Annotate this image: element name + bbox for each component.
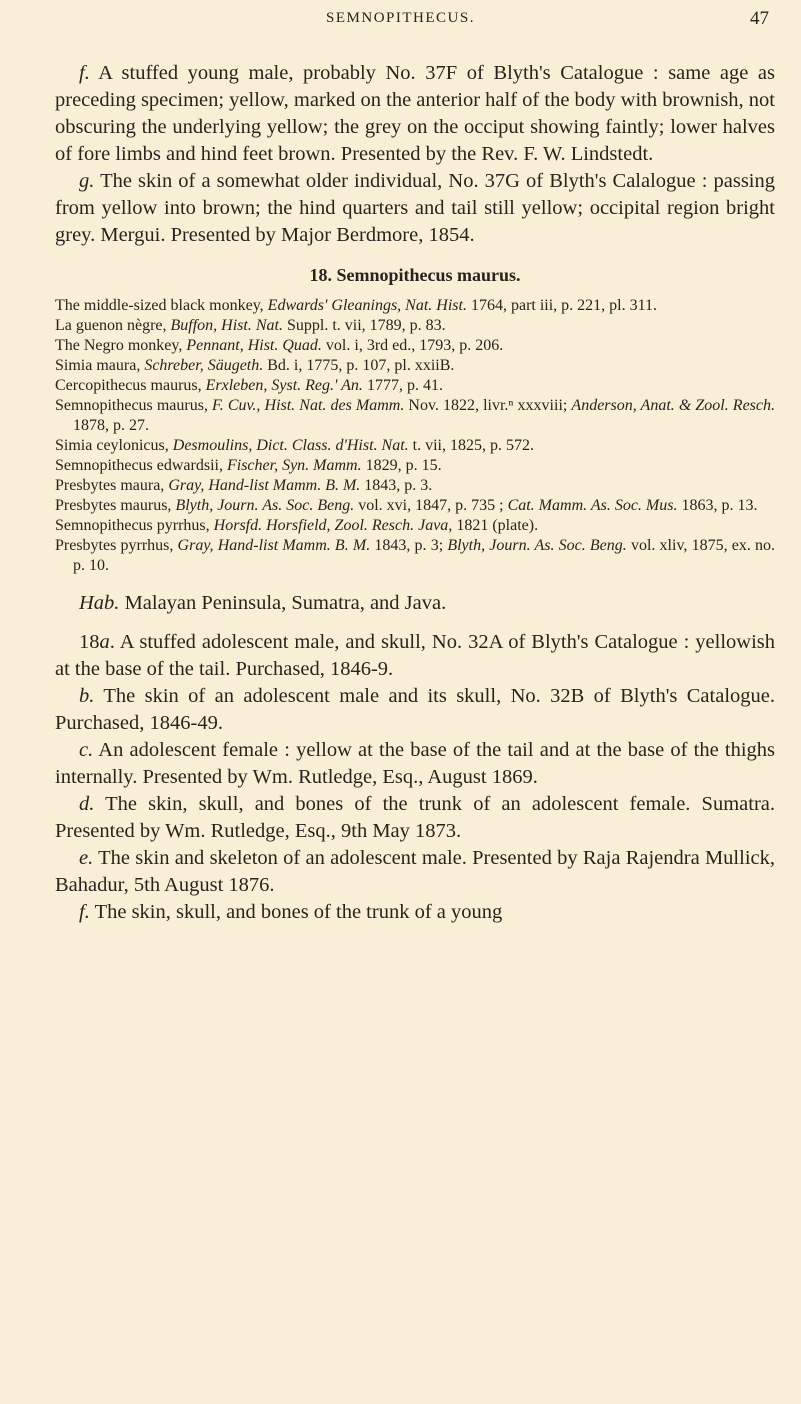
- text: Nov. 1822, livr.ⁿ xxxviii;: [404, 397, 572, 414]
- specimen-list: [55, 629, 775, 926]
- text: 1777, p. 41.: [362, 377, 443, 394]
- page-body: [55, 60, 775, 926]
- synonymy-list: [55, 296, 775, 576]
- text: The skin of an adolescent male and its skull, No. 32B of Blyth's Catalogue. Purchased, 1846-49.: [55, 685, 775, 734]
- italic-text: f.: [79, 62, 90, 84]
- italic-text: Schreber, Säugeth.: [144, 357, 264, 374]
- specimen-paragraph: [55, 845, 775, 899]
- text: 18: [79, 631, 100, 653]
- synonym-entry: [55, 456, 775, 476]
- specimen-paragraph: [55, 629, 775, 683]
- italic-text: b.: [79, 685, 95, 707]
- text: vol. xliv, 1875, ex. no. p. 10.: [73, 537, 776, 574]
- synonym-entry: [55, 356, 775, 376]
- text: Simia ceylonicus,: [55, 437, 173, 454]
- text: Suppl. t. vii, 1789, p. 83.: [282, 317, 446, 334]
- italic-text: d.: [79, 793, 95, 815]
- synonym-entry: [55, 376, 775, 396]
- synonym-entry: [55, 316, 775, 336]
- text: Semnopithecus edwardsii,: [55, 457, 227, 474]
- italic-text: c.: [79, 739, 94, 761]
- synonym-entry: [55, 536, 775, 576]
- italic-text: Gray, Hand-list Mamm. B. M.: [168, 477, 361, 494]
- synonym-entry: [55, 396, 775, 436]
- italic-text: Anderson, Anat. & Zool. Resch.: [571, 397, 776, 414]
- synonym-entry: [55, 336, 775, 356]
- italic-text: Cat. Mamm. As. Soc. Mus.: [507, 497, 678, 514]
- page-number: 47: [750, 8, 769, 29]
- text: Cercopithecus maurus,: [55, 377, 206, 394]
- synonym-entry: [55, 296, 775, 316]
- italic-text: Horsfd. Horsfield, Zool. Resch. Java: [213, 517, 449, 534]
- specimen-paragraph: [55, 737, 775, 791]
- text: Malayan Peninsula, Sumatra, and Java.: [119, 592, 447, 614]
- text: The skin and skeleton of an adolescent male. Presented by Raja Rajendra Mullick, Bahadur, 5th August 1876.: [55, 847, 775, 896]
- italic-text: a: [99, 631, 110, 653]
- text: vol. xvi, 1847, p. 735 ;: [354, 497, 508, 514]
- page-header: [0, 10, 801, 34]
- text: The skin of a somewhat older individual, No. 37G of Blyth's Calalogue : passing from yellow into brown; the hind quarters and tail still yellow; occipital region bright grey. Mergui. Presented by Major Berdmore, 1854.: [55, 170, 775, 246]
- italic-text: F. Cuv., Hist. Nat. des Mamm.: [212, 397, 405, 414]
- text: Presbytes maura,: [55, 477, 169, 494]
- italic-text: Gray, Hand-list Mamm. B. M.: [177, 537, 371, 554]
- text: Presbytes pyrrhus,: [55, 537, 178, 554]
- habitat: [55, 590, 775, 617]
- text: A stuffed young male, probably No. 37F of Blyth's Catalogue : same age as preceding specimen; yellow, marked on the anterior half of the body with brownish, not obscuring the underlying yellow; the grey on the occiput showing faintly; lower halves of fore limbs and hind feet brown. Presented by the Rev. F. W. Lindstedt.: [55, 62, 775, 165]
- italic-text: Edwards' Gleanings, Nat. Hist.: [267, 297, 467, 314]
- specimen-paragraph: [55, 791, 775, 845]
- text: The skin, skull, and bones of the trunk of an adolescent female. Sumatra. Presented by Wm. Rutledge, Esq., 9th May 1873.: [55, 793, 775, 842]
- text: La guenon nègre,: [55, 317, 171, 334]
- text: Simia maura,: [55, 357, 145, 374]
- text: t. vii, 1825, p. 572.: [408, 437, 534, 454]
- synonym-entry: [55, 436, 775, 456]
- running-title: SEMNOPITHECUS.: [326, 10, 475, 26]
- text: , 1821 (plate).: [448, 517, 539, 534]
- specimen-paragraph: [55, 168, 775, 249]
- text: The middle-sized black monkey,: [55, 297, 268, 314]
- synonym-entry: [55, 516, 775, 536]
- italic-text: Erxleben, Syst. Reg.' An.: [205, 377, 363, 394]
- text: The skin, skull, and bones of the trunk of a young: [89, 901, 503, 923]
- specimen-paragraph: [55, 60, 775, 168]
- italic-text: Desmoulins, Dict. Class. d'Hist. Nat.: [172, 437, 409, 454]
- text: Semnopithecus pyrrhus,: [55, 517, 214, 534]
- text: Bd. i, 1775, p. 107, pl. xxiiB.: [263, 357, 455, 374]
- italic-text: f.: [79, 901, 90, 923]
- italic-text: Pennant, Hist. Quad.: [186, 337, 322, 354]
- text: An adolescent female : yellow at the base of the tail and at the base of the thighs internally. Presented by Wm. Rutledge, Esq., August 1869.: [55, 739, 775, 788]
- italic-text: g.: [79, 170, 95, 192]
- synonym-entry: [55, 476, 775, 496]
- species-heading: 18. Semnopithecus maurus.: [309, 265, 521, 285]
- text: The Negro monkey,: [55, 337, 187, 354]
- text: 1843, p. 3;: [370, 537, 448, 554]
- text: 1764, part iii, p. 221, pl. 311.: [466, 297, 658, 314]
- text: 1843, p. 3.: [360, 477, 433, 494]
- specimen-paragraph: [55, 899, 775, 926]
- text: 1878, p. 27.: [73, 417, 149, 434]
- specimen-list-previous: [55, 60, 775, 249]
- text: vol. i, 3rd ed., 1793, p. 206.: [321, 337, 504, 354]
- text: 1863, p. 13.: [677, 497, 758, 514]
- italic-text: Buffon, Hist. Nat.: [170, 317, 283, 334]
- italic-text: e.: [79, 847, 94, 869]
- italic-text: Blyth, Journ. As. Soc. Beng.: [447, 537, 627, 554]
- italic-text: Hab.: [79, 592, 120, 614]
- italic-text: Blyth, Journ. As. Soc. Beng.: [175, 497, 355, 514]
- text: Semnopithecus maurus,: [55, 397, 213, 414]
- specimen-paragraph: [55, 683, 775, 737]
- text: Presbytes maurus,: [55, 497, 176, 514]
- italic-text: Fischer, Syn. Mamm.: [226, 457, 362, 474]
- text: . A stuffed adolescent male, and skull, No. 32A of Blyth's Catalogue : yellowish at the base of the tail. Purchased, 1846-9.: [55, 631, 775, 680]
- text: 1829, p. 15.: [361, 457, 442, 474]
- synonym-entry: [55, 496, 775, 516]
